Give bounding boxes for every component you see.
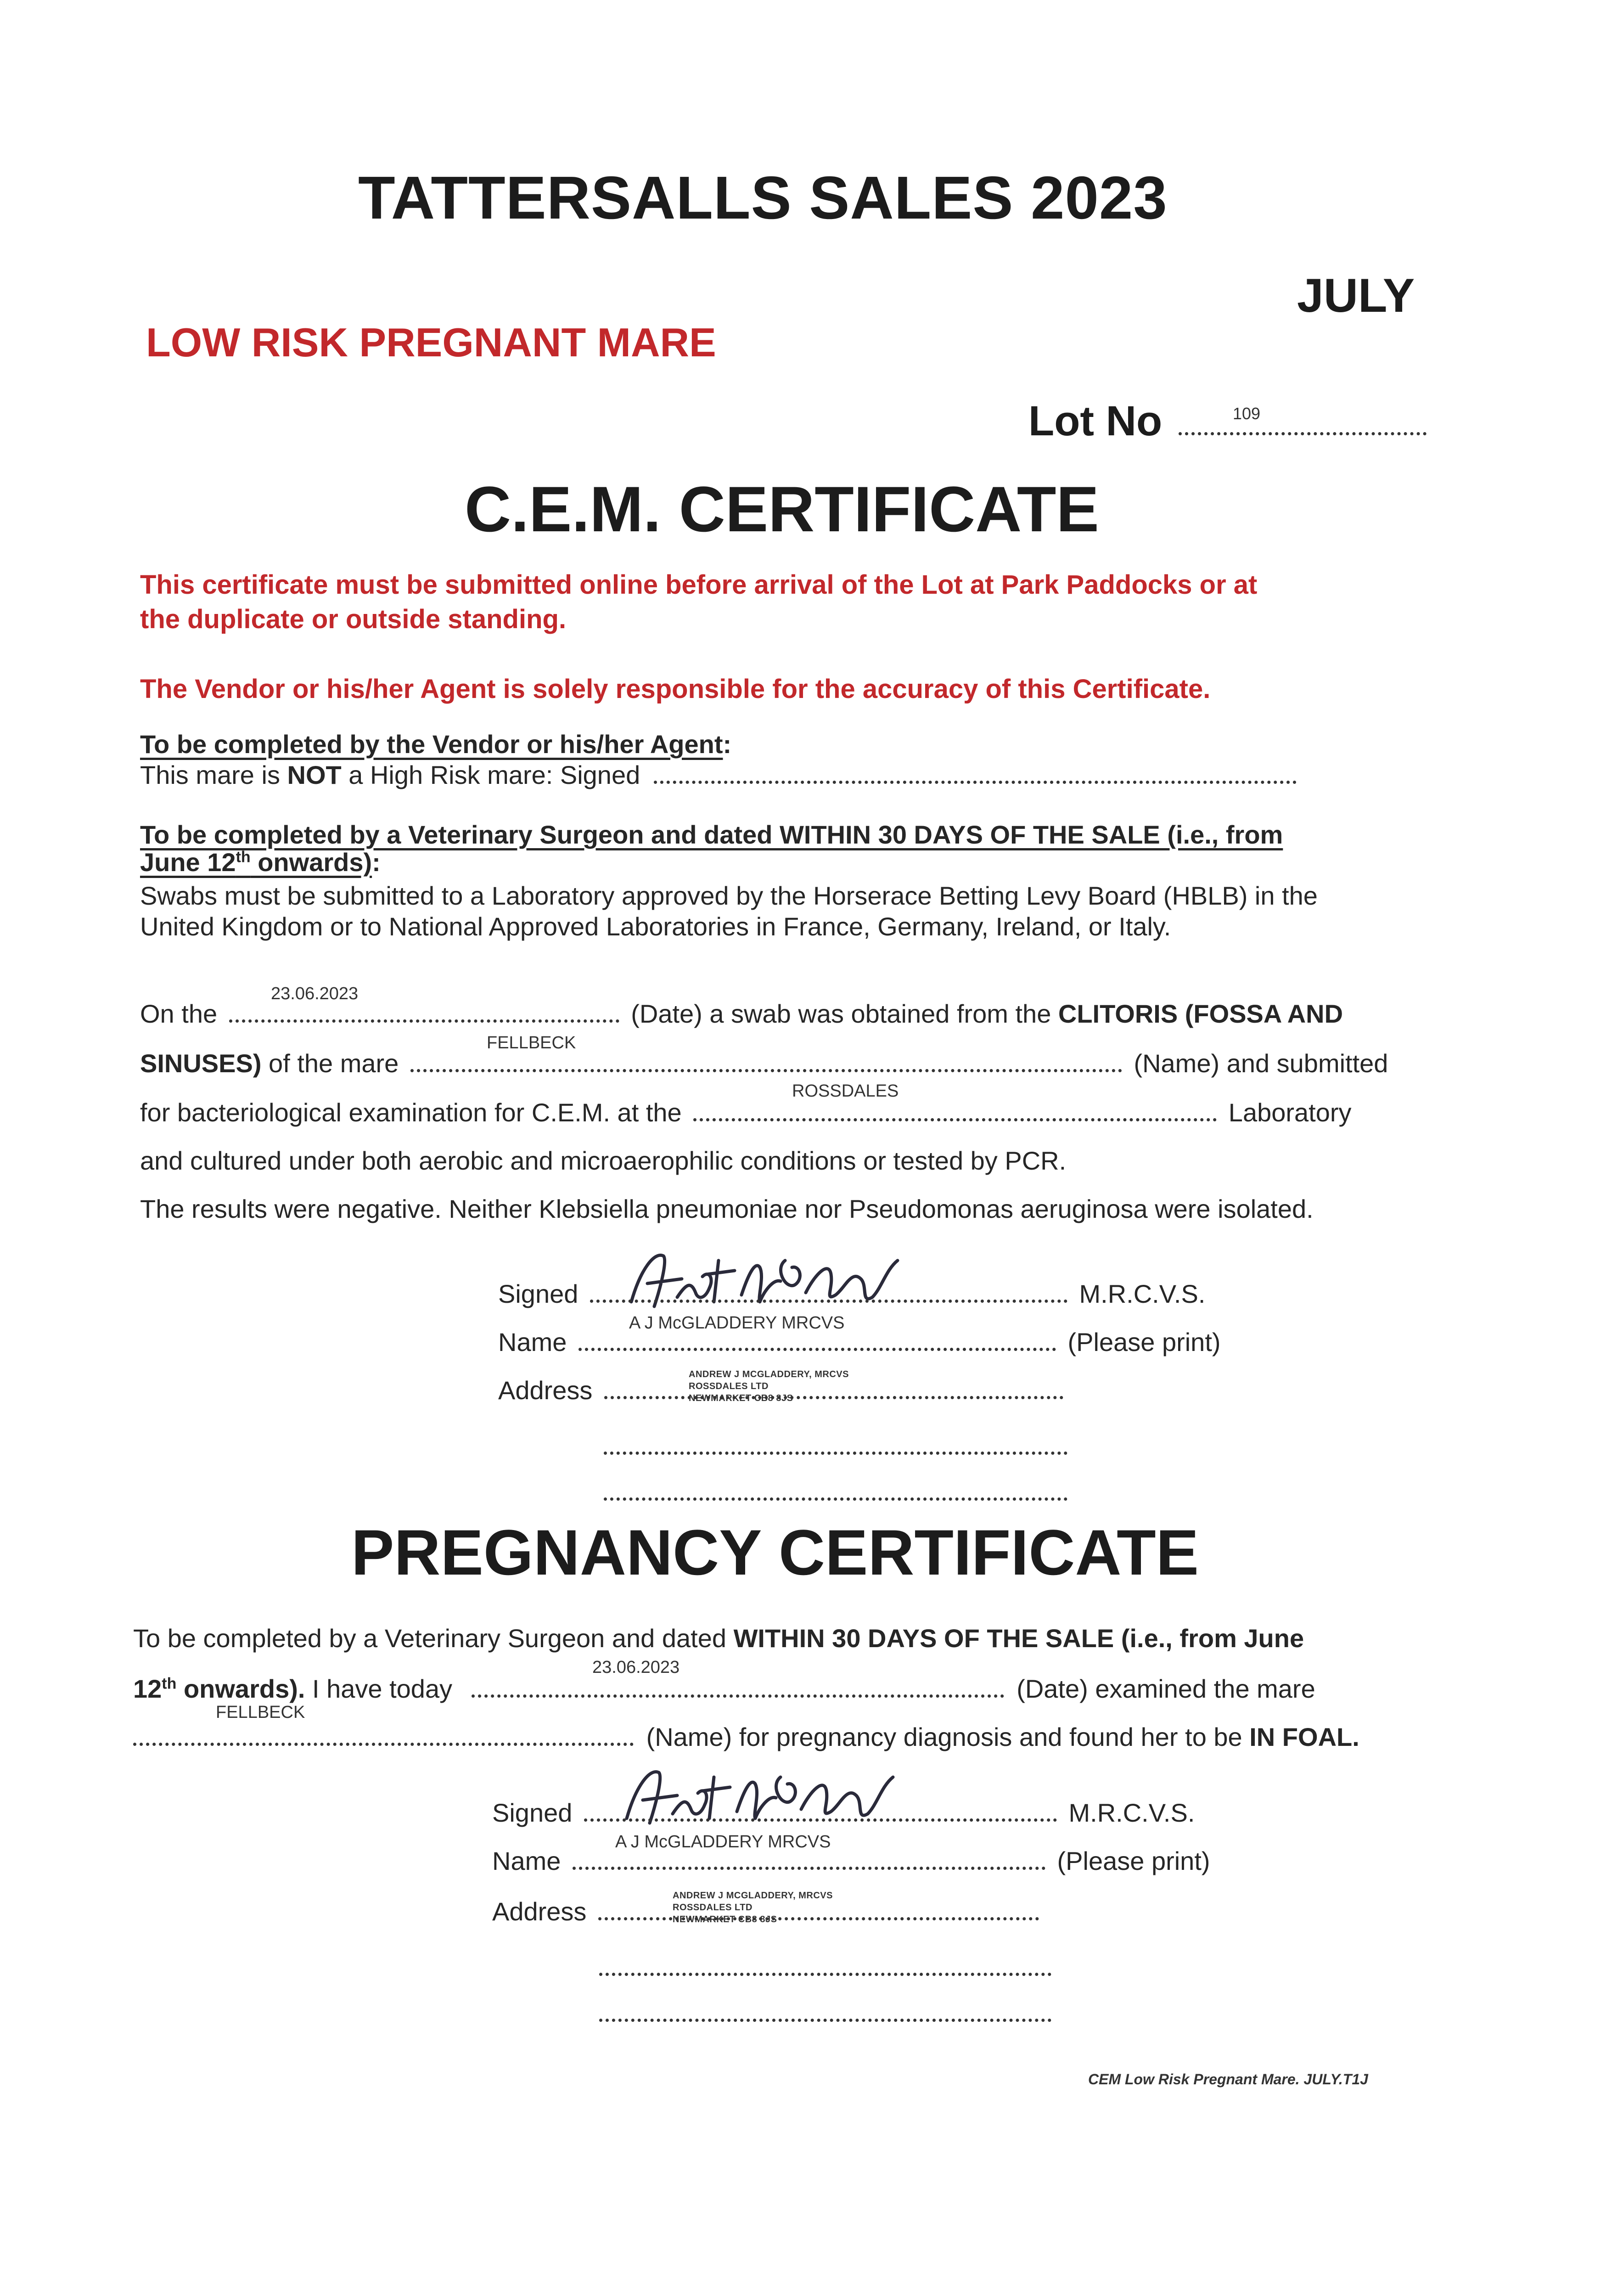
lot-dots <box>1179 432 1426 435</box>
pregnancy-name-field[interactable] <box>573 1866 1045 1870</box>
cem-name-field[interactable] <box>578 1347 1056 1351</box>
pregnancy-address-field-2[interactable] <box>599 1970 1051 1978</box>
pregnancy-signed-field[interactable] <box>584 1818 1057 1822</box>
pregnancy-vet-name-value: A J McGLADDERY MRCVS <box>615 1832 831 1851</box>
cem-lab-field[interactable] <box>693 1118 1217 1121</box>
vendor-heading: To be completed by the Vendor or his/her Agent: <box>140 730 732 759</box>
cem-address-field-3[interactable] <box>604 1495 1067 1503</box>
cem-mare-name-field[interactable] <box>410 1069 1122 1072</box>
mare-category: LOW RISK PREGNANT MARE <box>146 320 716 365</box>
pregnancy-line2: 12th onwards). I have today (Date) examined the mare <box>133 1674 1315 1703</box>
pregnancy-address-field-3[interactable] <box>599 2016 1051 2024</box>
pregnancy-name-row: Name (Please print) <box>492 1846 1210 1875</box>
lot-label: Lot No <box>1028 398 1162 445</box>
cem-address-field-1[interactable] <box>604 1396 1063 1399</box>
sale-month: JULY <box>1297 269 1415 322</box>
pregnancy-mare-name-value: FELLBECK <box>216 1703 305 1722</box>
pregnancy-line1: To be completed by a Veterinary Surgeon and dated WITHIN 30 DAYS OF THE SALE (i.e., from June <box>133 1624 1304 1653</box>
swab-instructions-line1: Swabs must be submitted to a Laboratory approved by the Horserace Betting Levy Board (HBLB) in the <box>140 881 1318 910</box>
cem-mare-name-value: FELLBECK <box>487 1033 576 1052</box>
cem-culture-text: and cultured under both aerobic and microaerophilic conditions or tested by PCR. <box>140 1146 1067 1175</box>
cem-address-row: Address <box>498 1375 1063 1405</box>
lot-number-field <box>1028 397 1426 445</box>
pregnancy-date-value: 23.06.2023 <box>592 1658 680 1677</box>
pregnancy-date-field[interactable] <box>472 1694 1004 1698</box>
pregnancy-title: PREGNANCY CERTIFICATE <box>351 1516 1199 1588</box>
pregnancy-line3: (Name) for pregnancy diagnosis and found her to be IN FOAL. <box>133 1722 1359 1752</box>
cem-address-stamp: ANDREW J MCGLADDERY, MRCVS ROSSDALES LTD NEWMARKET CB8 8JS <box>689 1369 849 1403</box>
pregnancy-address-stamp: ANDREW J MCGLADDERY, MRCVS ROSSDALES LTD NEWMARKET CB8 8JS <box>673 1891 833 1925</box>
pregnancy-mare-name-field[interactable] <box>133 1742 634 1746</box>
cem-signed-field[interactable] <box>590 1299 1067 1303</box>
sale-title: TATTERSALLS SALES 2023 <box>358 164 1168 231</box>
pregnancy-address-field-1[interactable] <box>598 1917 1039 1920</box>
cem-lab-line: for bacteriological examination for C.E.M. at the Laboratory <box>140 1098 1352 1127</box>
cem-date-value: 23.06.2023 <box>271 984 359 1003</box>
vet-heading-line1: To be completed by a Veterinary Surgeon and dated WITHIN 30 DAYS OF THE SALE (i.e., from <box>140 820 1283 849</box>
cem-title: C.E.M. CERTIFICATE <box>465 473 1099 545</box>
pregnancy-signed-row: Signed M.R.C.V.S. <box>492 1798 1195 1827</box>
cem-mare-line: SINUSES) of the mare (Name) and submitted <box>140 1049 1388 1078</box>
cem-results-text: The results were negative. Neither Klebsiella pneumoniae nor Pseudomonas aeruginosa were isolated. <box>140 1194 1314 1223</box>
cem-name-row: Name (Please print) <box>498 1328 1221 1356</box>
cem-address-field-2[interactable] <box>604 1449 1067 1457</box>
swab-instructions-line2: United Kingdom or to National Approved Laboratories in France, Germany, Ireland, or Italy. <box>140 912 1171 941</box>
cem-lab-value: ROSSDALES <box>792 1081 899 1101</box>
lot-value: 109 <box>1233 404 1261 423</box>
cem-date-field[interactable] <box>229 1019 619 1023</box>
cem-vet-name-value: A J McGLADDERY MRCVS <box>629 1313 845 1333</box>
cem-signed-row: Signed M.R.C.V.S. <box>498 1279 1206 1308</box>
cem-notice-responsibility: The Vendor or his/her Agent is solely responsible for the accuracy of this Certificate. <box>140 674 1211 704</box>
vendor-signature-line[interactable] <box>654 780 1297 784</box>
cem-date-line: On the (Date) a swab was obtained from the CLITORIS (FOSSA AND <box>140 999 1343 1028</box>
vet-heading-line2: June 12th onwards): <box>140 848 381 877</box>
vendor-declaration: This mare is NOT a High Risk mare: Signed <box>140 760 1297 790</box>
footer-reference: CEM Low Risk Pregnant Mare. JULY.T1J <box>1088 2071 1368 2088</box>
pregnancy-address-row: Address <box>492 1896 1039 1926</box>
cem-notice-online-line2: the duplicate or outside standing. <box>140 604 567 634</box>
cem-notice-online-line1: This certificate must be submitted online before arrival of the Lot at Park Paddocks or at <box>140 570 1258 600</box>
